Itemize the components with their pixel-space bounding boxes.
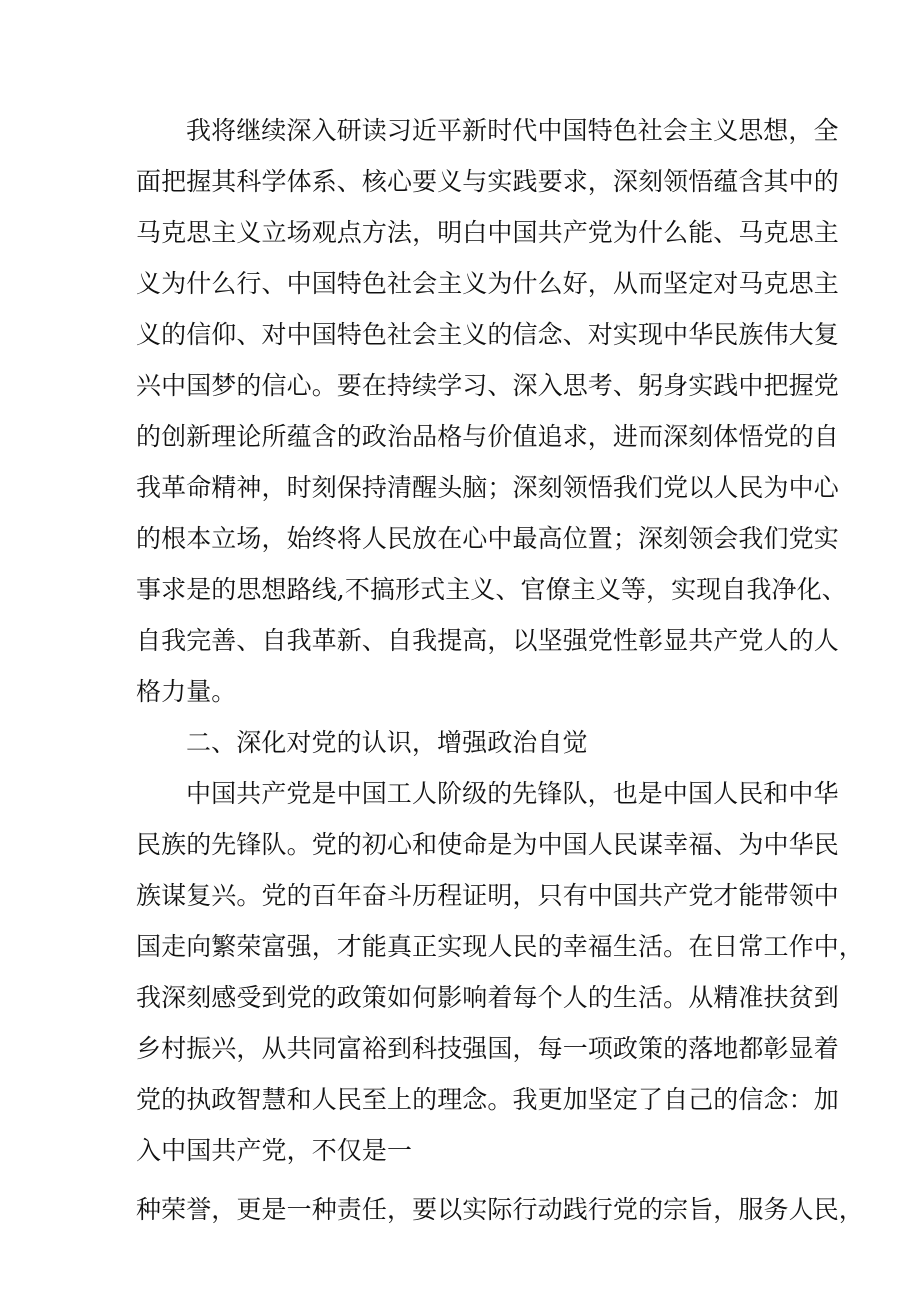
paragraph-1-line-4: 义为什么行、中国特色社会主义为什么好，从而坚定对马克思主 xyxy=(136,269,839,298)
paragraph-2-line-4: 国走向繁荣富强，才能真正实现人民的幸福生活。在日常工作中， xyxy=(136,932,864,961)
paragraph-1-line-11: 自我完善、自我革新、自我提高，以坚强党性彰显共产党人的人 xyxy=(136,626,839,655)
section-heading: 二、深化对党的认识，增强政治自觉 xyxy=(186,728,588,757)
paragraph-2-line-1: 中国共产党是中国工人阶级的先锋队，也是中国人民和中华 xyxy=(186,779,839,808)
paragraph-2-line-2: 民族的先锋队。党的初心和使命是为中国人民谋幸福、为中华民 xyxy=(136,830,839,859)
paragraph-3-line-1: 种荣誉，更是一种责任，要以实际行动践行党的宗旨，服务人民， xyxy=(136,1195,864,1224)
paragraph-2-line-6: 乡村振兴，从共同富裕到科技强国，每一项政策的落地都彰显着 xyxy=(136,1034,839,1063)
paragraph-1-line-7: 的创新理论所蕴含的政治品格与价值追求，进而深刻体悟党的自 xyxy=(136,422,839,451)
paragraph-1-line-12: 格力量。 xyxy=(136,677,237,706)
paragraph-1-line-2: 面把握其科学体系、核心要义与实践要求，深刻领悟蕴含其中的 xyxy=(136,167,839,196)
paragraph-2-line-8: 入中国共产党，不仅是一 xyxy=(136,1136,413,1165)
paragraph-2-line-5: 我深刻感受到党的政策如何影响着每个人的生活。从精准扶贫到 xyxy=(136,983,839,1012)
paragraph-1-line-9: 的根本立场，始终将人民放在心中最高位置；深刻领会我们党实 xyxy=(136,524,839,553)
paragraph-1-line-8: 我革命精神，时刻保持清醒头脑；深刻领悟我们党以人民为中心 xyxy=(136,473,839,502)
paragraph-2-line-7: 党的执政智慧和人民至上的理念。我更加坚定了自己的信念：加 xyxy=(136,1085,839,1114)
paragraph-1-line-6: 兴中国梦的信心。要在持续学习、深入思考、躬身实践中把握党 xyxy=(136,371,839,400)
paragraph-2-line-3: 族谋复兴。党的百年奋斗历程证明，只有中国共产党才能带领中 xyxy=(136,881,839,910)
paragraph-1-line-3: 马克思主义立场观点方法，明白中国共产党为什么能、马克思主 xyxy=(136,218,839,247)
paragraph-1-line-1: 我将继续深入研读习近平新时代中国特色社会主义思想，全 xyxy=(186,116,839,145)
paragraph-1-line-10: 事求是的思想路线,不搞形式主义、官僚主义等，实现自我净化、 xyxy=(136,575,847,604)
paragraph-1-line-5: 义的信仰、对中国特色社会主义的信念、对实现中华民族伟大复 xyxy=(136,320,839,349)
